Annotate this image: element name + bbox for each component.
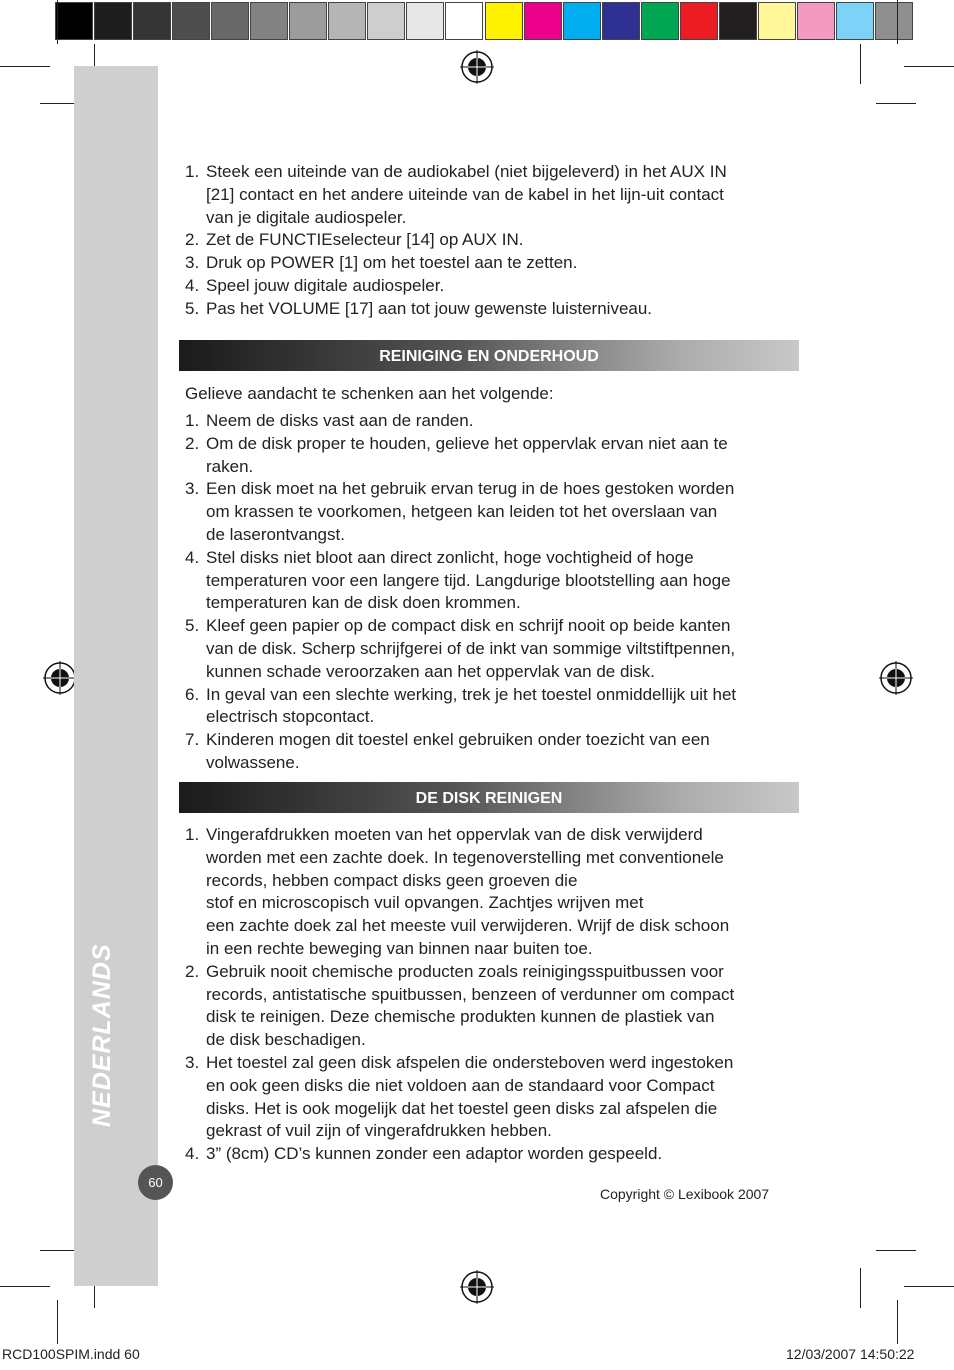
color-swatch xyxy=(133,2,171,40)
list-item xyxy=(0,433,800,479)
list-item xyxy=(0,252,800,275)
list-item-number: 1. xyxy=(185,825,200,844)
crop-mark xyxy=(876,1250,916,1251)
color-swatch xyxy=(94,2,132,40)
list-item-line: electrisch stopcontact. xyxy=(206,707,375,727)
crop-mark xyxy=(897,1300,898,1344)
list-item xyxy=(0,684,800,730)
cleaning-intro: Gelieve aandacht te schenken aan het volgende: xyxy=(185,384,554,403)
color-swatch xyxy=(250,2,288,40)
registration-mark-icon xyxy=(879,661,913,695)
list-item-line: Zet de FUNCTIEselecteur [14] op AUX IN. xyxy=(206,230,524,250)
list-item-number: 3. xyxy=(185,479,200,499)
color-swatch xyxy=(602,2,640,40)
crop-mark xyxy=(860,1268,861,1308)
list-item-number: 5. xyxy=(185,298,200,318)
crop-mark xyxy=(57,0,58,44)
list-item xyxy=(0,298,800,321)
list-item-number: 2. xyxy=(185,433,200,453)
crop-mark xyxy=(57,1300,58,1344)
list-item-number: 2. xyxy=(185,961,200,981)
crop-mark xyxy=(904,1286,954,1287)
list-item-line: Het toestel zal geen disk afspelen die ondersteboven werd ingestoken xyxy=(206,1052,734,1072)
color-swatch xyxy=(328,2,366,40)
color-swatch xyxy=(836,2,874,40)
color-swatch xyxy=(680,2,718,40)
list-item-line: Neem de disks vast aan de randen. xyxy=(206,411,474,430)
color-swatch xyxy=(406,2,444,40)
list-item-number: 6. xyxy=(185,684,200,704)
list-item-line: worden met een zachte doek. In tegenoverstelling met conventionele xyxy=(206,847,724,867)
sidebar-language-label: NEDERLANDS xyxy=(88,943,116,1127)
crop-mark xyxy=(876,103,916,104)
color-swatch xyxy=(445,2,483,40)
list-item xyxy=(0,478,800,546)
list-item-line: Een disk moet na het gebruik ervan terug in de hoes gestoken worden xyxy=(206,479,735,499)
crop-mark xyxy=(40,103,78,104)
list-item-number: 3. xyxy=(185,1052,200,1072)
list-item-number: 4. xyxy=(185,275,200,295)
list-item-line: Stel disks niet bloot aan direct zonlicht, hoge vochtigheid of hoge xyxy=(206,547,694,567)
color-swatch xyxy=(55,2,93,40)
list-item-line: in een rechte beweging van binnen naar buiten toe. xyxy=(206,938,593,958)
aux-steps-list xyxy=(0,161,800,321)
slug-filename: RCD100SPIM.indd 60 xyxy=(2,1346,140,1362)
cleaning-section xyxy=(0,410,800,775)
list-item-line: Speel jouw digitale audiospeler. xyxy=(206,275,445,295)
list-item xyxy=(0,1052,800,1143)
list-item xyxy=(0,824,800,961)
section-heading-disk-cleaning: DE DISK REINIGEN xyxy=(179,782,799,813)
list-item xyxy=(0,729,800,775)
list-item-line: Kleef geen papier op de compact disk en schrijf nooit op beide kanten xyxy=(206,616,731,636)
section-heading-cleaning: REINIGING EN ONDERHOUD xyxy=(179,340,799,371)
color-swatch xyxy=(875,2,913,40)
list-item-line: de laserontvangst. xyxy=(206,524,345,544)
list-item-number: 5. xyxy=(185,616,200,636)
color-swatch xyxy=(641,2,679,40)
grayscale-color-bar xyxy=(55,2,484,40)
color-swatch xyxy=(172,2,210,40)
list-item-line: records, antistatische spuitbussen, benzeen of verdunner om compact xyxy=(206,984,735,1004)
color-swatch xyxy=(797,2,835,40)
color-swatch xyxy=(524,2,562,40)
registration-mark-icon xyxy=(460,1270,494,1304)
list-item-line: [21] contact en het andere uiteinde van de kabel in het lijn-uit contact xyxy=(206,184,724,204)
list-item-line: een zachte doek zal het meeste vuil verwijderen. Wrijf de disk schoon xyxy=(206,916,730,936)
disk-cleaning-section xyxy=(0,824,800,1166)
color-swatch xyxy=(367,2,405,40)
list-item xyxy=(0,615,800,683)
crop-mark xyxy=(860,44,861,84)
page-number-badge: 60 xyxy=(138,1165,173,1200)
list-item-line: In geval van een slechte werking, trek je het toestel onmiddellijk uit het xyxy=(206,684,737,704)
list-item-line: Gebruik nooit chemische producten zoals reinigingsspuitbussen voor xyxy=(206,961,724,981)
list-item-line: 3” (8cm) CD’s kunnen zonder een adaptor worden gespeeld. xyxy=(206,1144,663,1164)
list-item xyxy=(0,547,800,615)
list-item-line: Om de disk proper te houden, gelieve het oppervlak ervan niet aan te xyxy=(206,433,728,453)
list-item xyxy=(0,1143,800,1166)
color-swatch xyxy=(485,2,523,40)
list-item-line: stof en microscopisch vuil opvangen. Zachtjes wrijven met xyxy=(206,893,644,913)
list-item-number: 1. xyxy=(185,162,200,181)
list-item-line: van de disk. Scherp schrijfgerei of de inkt van sommige viltstiftpennen, xyxy=(206,638,736,658)
list-item-line: disk te reinigen. Deze chemische produkten kunnen de plastiek van xyxy=(206,1007,715,1027)
list-item-line: temperaturen voor een langere tijd. Langdurige blootstelling aan hoge xyxy=(206,570,731,590)
list-item-line: records, hebben compact disks geen groeven die xyxy=(206,870,578,890)
list-item-line: om krassen te voorkomen, hetgeen kan leiden tot het overslaan van xyxy=(206,502,718,522)
registration-mark-icon xyxy=(460,50,494,84)
list-item xyxy=(0,275,800,298)
list-item-number: 3. xyxy=(185,253,200,273)
list-item-number: 4. xyxy=(185,547,200,567)
list-item xyxy=(0,961,800,1052)
list-item-line: en ook geen disks die niet voldoen aan de standaard voor Compact xyxy=(206,1075,715,1095)
list-item-line: gekrast of vuil zijn of vingerafdrukken hebben. xyxy=(206,1121,552,1141)
cleaning-list xyxy=(0,410,800,775)
slug-timestamp: 12/03/2007 14:50:22 xyxy=(786,1346,915,1362)
crop-mark xyxy=(897,0,898,44)
aux-steps-section xyxy=(0,161,800,321)
list-item-number: 2. xyxy=(185,230,200,250)
list-item-number: 1. xyxy=(185,411,200,430)
list-item-line: Steek een uiteinde van de audiokabel (niet bijgeleverd) in het AUX IN xyxy=(206,162,727,181)
list-item-line: volwassene. xyxy=(206,752,300,772)
list-item xyxy=(0,410,800,433)
list-item-line: kunnen schade veroorzaken aan het oppervlak van de disk. xyxy=(206,661,655,681)
color-swatch xyxy=(211,2,249,40)
list-item-line: temperaturen kan de disk doen krommen. xyxy=(206,593,521,613)
list-item-line: van je digitale audiospeler. xyxy=(206,207,407,227)
list-item-line: Druk op POWER [1] om het toestel aan te zetten. xyxy=(206,253,578,273)
color-swatch xyxy=(563,2,601,40)
color-swatch xyxy=(758,2,796,40)
process-color-bar xyxy=(485,2,914,40)
disk-cleaning-list xyxy=(0,824,800,1166)
list-item-line: Kinderen mogen dit toestel enkel gebruiken onder toezicht van een xyxy=(206,730,710,750)
copyright: Copyright © Lexibook 2007 xyxy=(600,1186,770,1202)
color-swatch xyxy=(719,2,757,40)
crop-mark xyxy=(0,66,50,67)
list-item-line: de disk beschadigen. xyxy=(206,1030,366,1050)
crop-mark xyxy=(0,1286,50,1287)
crop-mark xyxy=(40,1250,78,1251)
list-item-number: 4. xyxy=(185,1144,200,1164)
list-item xyxy=(0,161,800,229)
color-swatch xyxy=(289,2,327,40)
crop-mark xyxy=(904,66,954,67)
list-item-line: Vingerafdrukken moeten van het oppervlak van de disk verwijderd xyxy=(206,825,703,844)
list-item-line: Pas het VOLUME [17] aan tot jouw gewenste luisterniveau. xyxy=(206,298,653,318)
list-item-line: raken. xyxy=(206,456,254,476)
list-item-number: 7. xyxy=(185,730,200,750)
list-item xyxy=(0,229,800,252)
list-item-line: disks. Het is ook mogelijk dat het toestel geen disks zal afspelen die xyxy=(206,1098,718,1118)
